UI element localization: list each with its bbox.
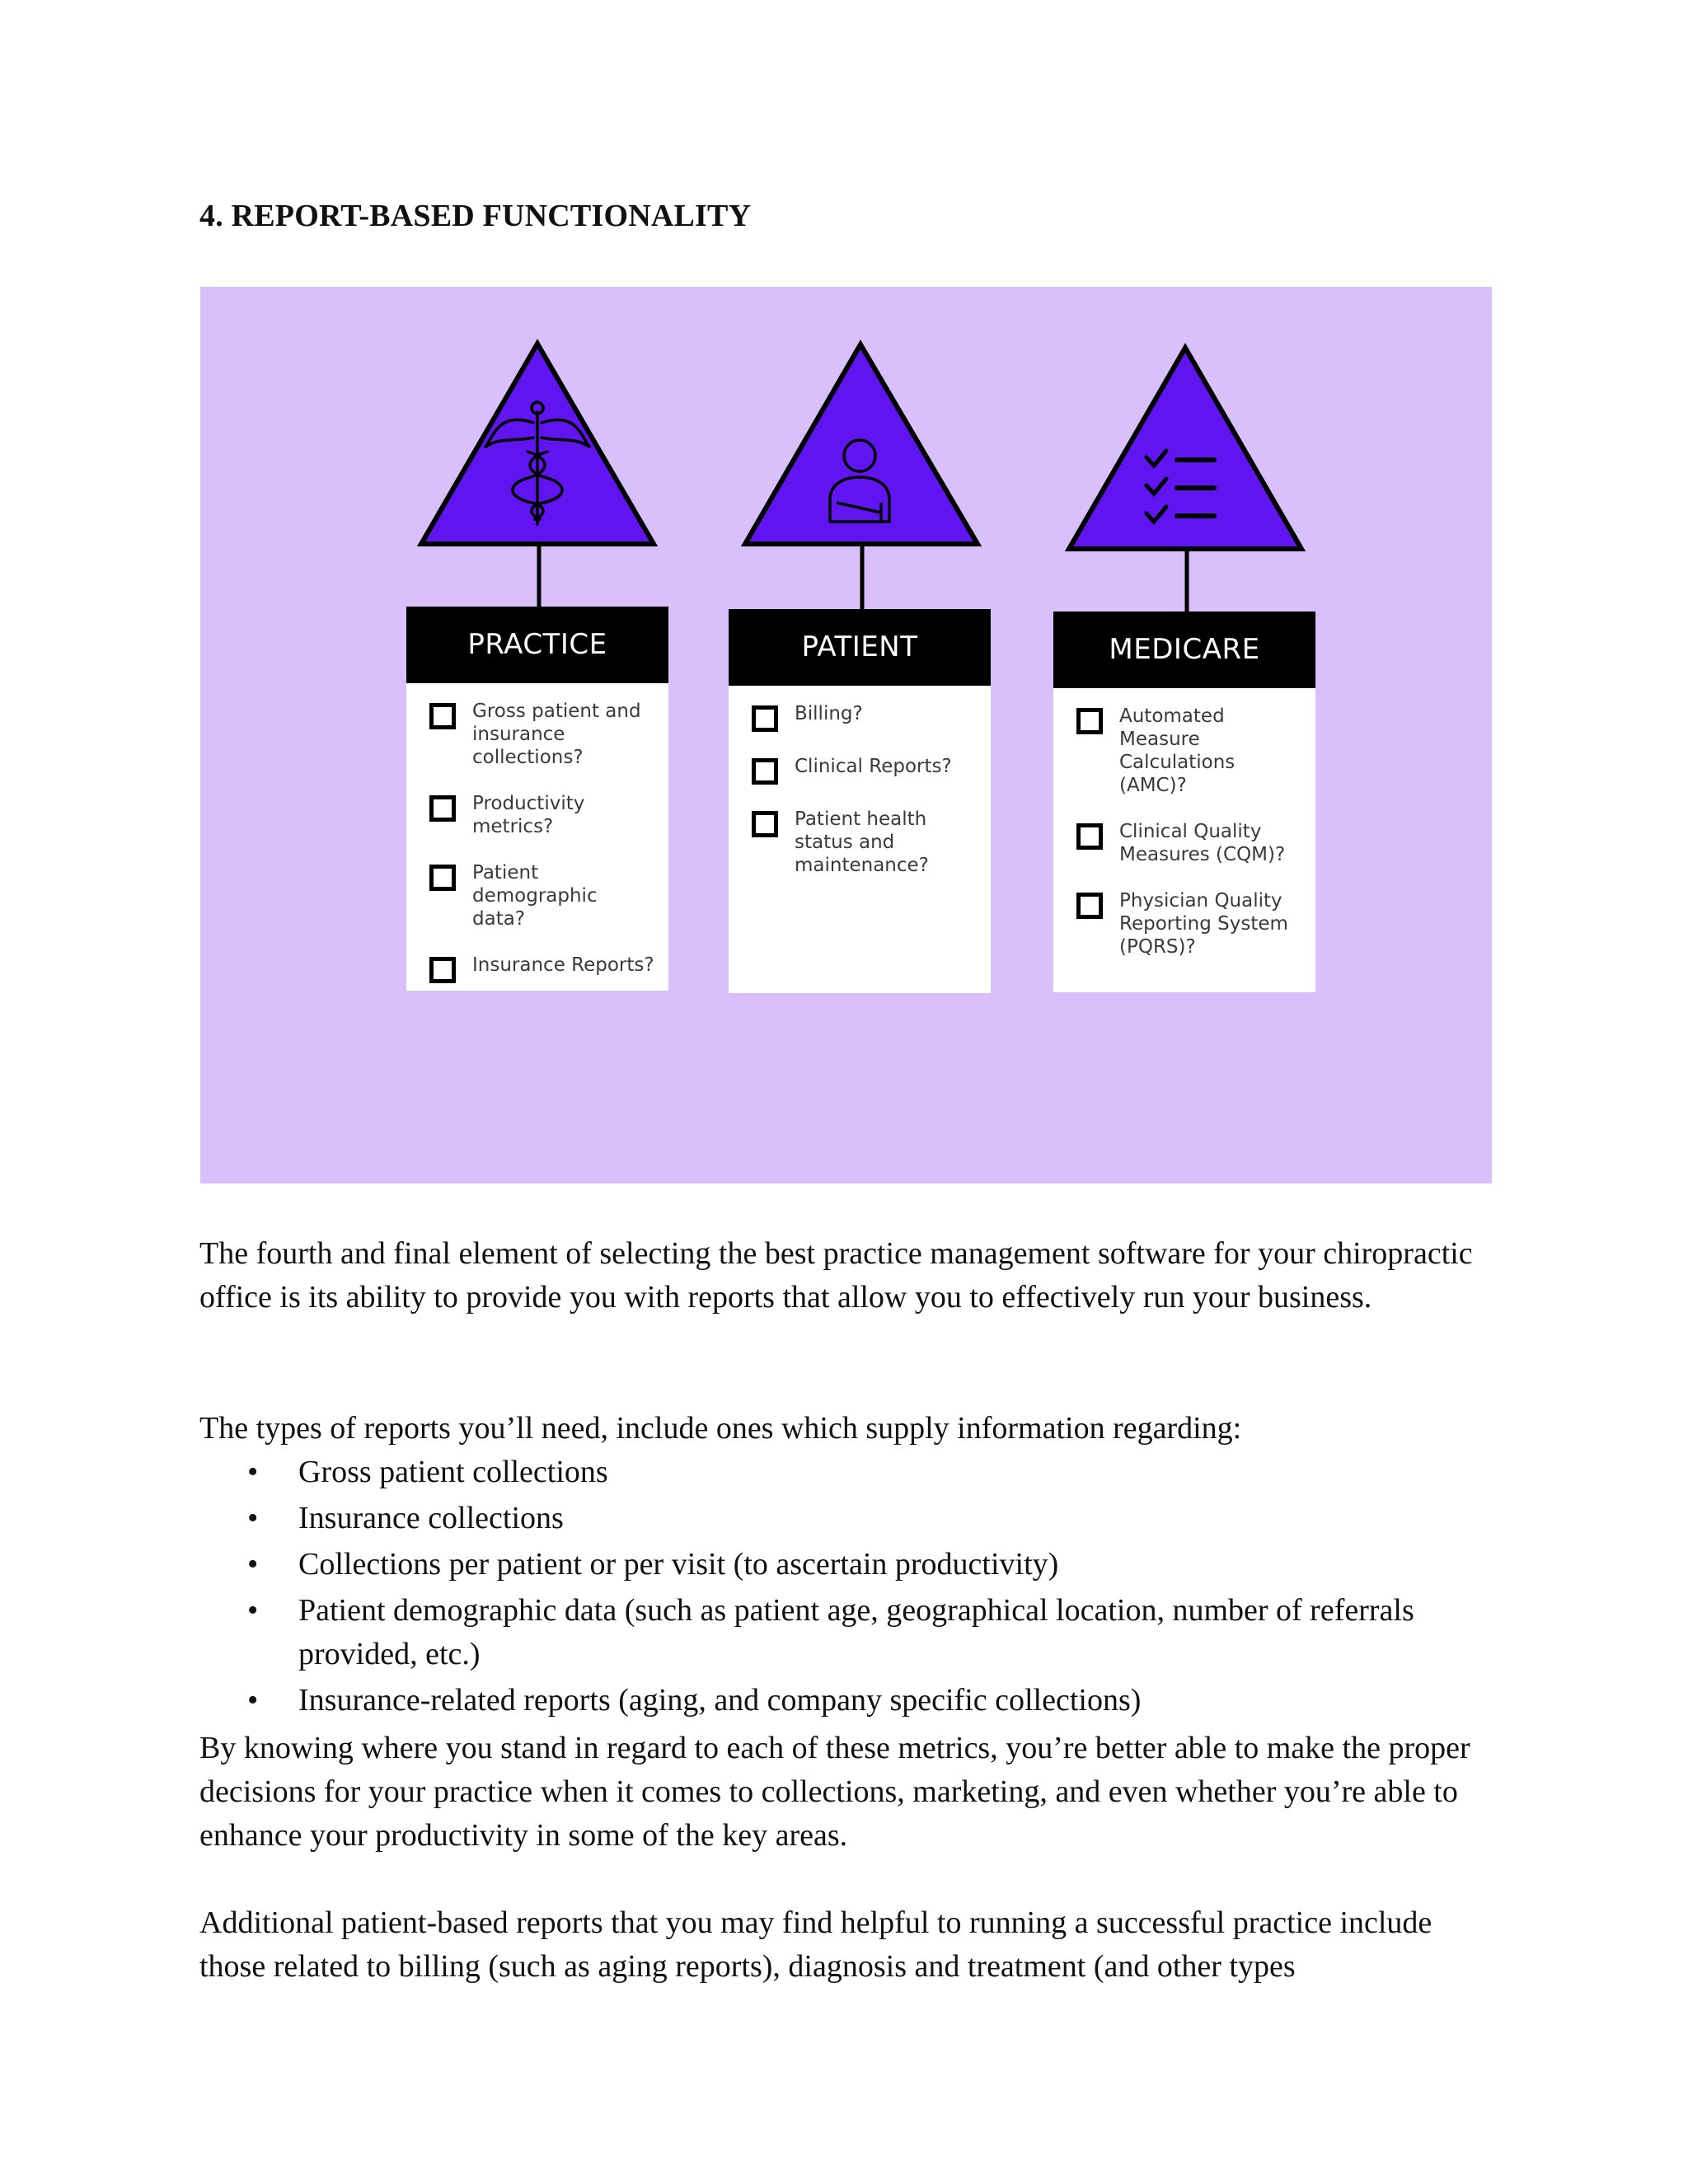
checklist-item — [429, 861, 655, 930]
paragraph-metrics: By knowing where you stand in regard to each of these metrics, you’re better able to make the proper decisions for your practice when it comes to collections, marketing, and even whether you’re able to enhance your productivity in some of the key areas. — [199, 1731, 1470, 1853]
checklist-item-label: Patient health status and maintenance? — [795, 808, 929, 876]
checkbox-icon — [1076, 893, 1103, 919]
practice-card-title: PRACTICE — [406, 607, 668, 683]
checklist-item — [429, 792, 655, 838]
checklist-item-label: Productivity metrics? — [472, 793, 585, 837]
checklist-item-label: Gross patient and insurance collections? — [472, 701, 641, 768]
report-types-figure — [200, 287, 1492, 1183]
checklist-item — [752, 702, 978, 732]
list-item: • Insurance-related reports (aging, and company specific collections) — [199, 1679, 1502, 1722]
list-item: • Insurance collections — [199, 1497, 1502, 1540]
checklist-item — [1076, 705, 1302, 797]
checklist-item — [429, 954, 655, 983]
checkbox-icon — [752, 705, 778, 732]
checklist-item-label: Insurance Reports? — [472, 954, 654, 976]
paragraph-additional: Additional patient-based reports that you may find helpful to running a successful practice include those related to billing (such as aging reports), diagnosis and treatment (and other types — [199, 1905, 1432, 1984]
patient-icon — [745, 344, 978, 611]
practice-card — [406, 607, 668, 991]
checklist-icon — [1069, 348, 1301, 612]
caduceus-icon — [421, 344, 654, 608]
paragraph-report-types: The types of reports you’ll need, include ones which supply information regarding: — [199, 1411, 1242, 1446]
checkbox-icon — [429, 795, 456, 822]
patient-card-title: PATIENT — [729, 609, 991, 686]
checklist-item — [752, 808, 978, 877]
checklist-item — [1076, 820, 1302, 866]
checkbox-icon — [752, 758, 778, 785]
checkbox-icon — [429, 957, 456, 983]
checklist-item-label: Physician Quality Reporting System (PQRS)? — [1119, 890, 1288, 958]
list-item: • Patient demographic data (such as patient age, geographical location, number of referrals provided, etc.) — [199, 1589, 1502, 1676]
checklist-item-label: Clinical Quality Measures (CQM)? — [1119, 821, 1286, 865]
report-types-list — [199, 1451, 1502, 1725]
checklist-item-label: Billing? — [795, 703, 863, 724]
checklist-item — [429, 700, 655, 769]
medicare-card-title: MEDICARE — [1053, 612, 1315, 688]
paragraph-intro: The fourth and final element of selecting the best practice management software for your chiropractic office is its ability to provide you with reports that allow you to effectively run your business. — [199, 1236, 1473, 1315]
patient-card — [729, 609, 991, 993]
checklist-item — [752, 755, 978, 785]
checkbox-icon — [429, 865, 456, 891]
medicare-card — [1053, 612, 1315, 992]
section-heading: 4. REPORT-BASED FUNCTIONALITY — [199, 199, 752, 233]
list-item: • Gross patient collections — [199, 1451, 1502, 1494]
checkbox-icon — [752, 811, 778, 837]
checklist-item-label: Automated Measure Calculations (AMC)? — [1119, 705, 1236, 796]
checklist-item — [1076, 889, 1302, 958]
checkbox-icon — [1076, 708, 1103, 734]
list-item: • Collections per patient or per visit (to ascertain productivity) — [199, 1543, 1502, 1586]
checklist-item-label: Patient demographic data? — [472, 862, 598, 930]
checkbox-icon — [429, 703, 456, 729]
checklist-item-label: Clinical Reports? — [795, 756, 952, 777]
checkbox-icon — [1076, 823, 1103, 850]
